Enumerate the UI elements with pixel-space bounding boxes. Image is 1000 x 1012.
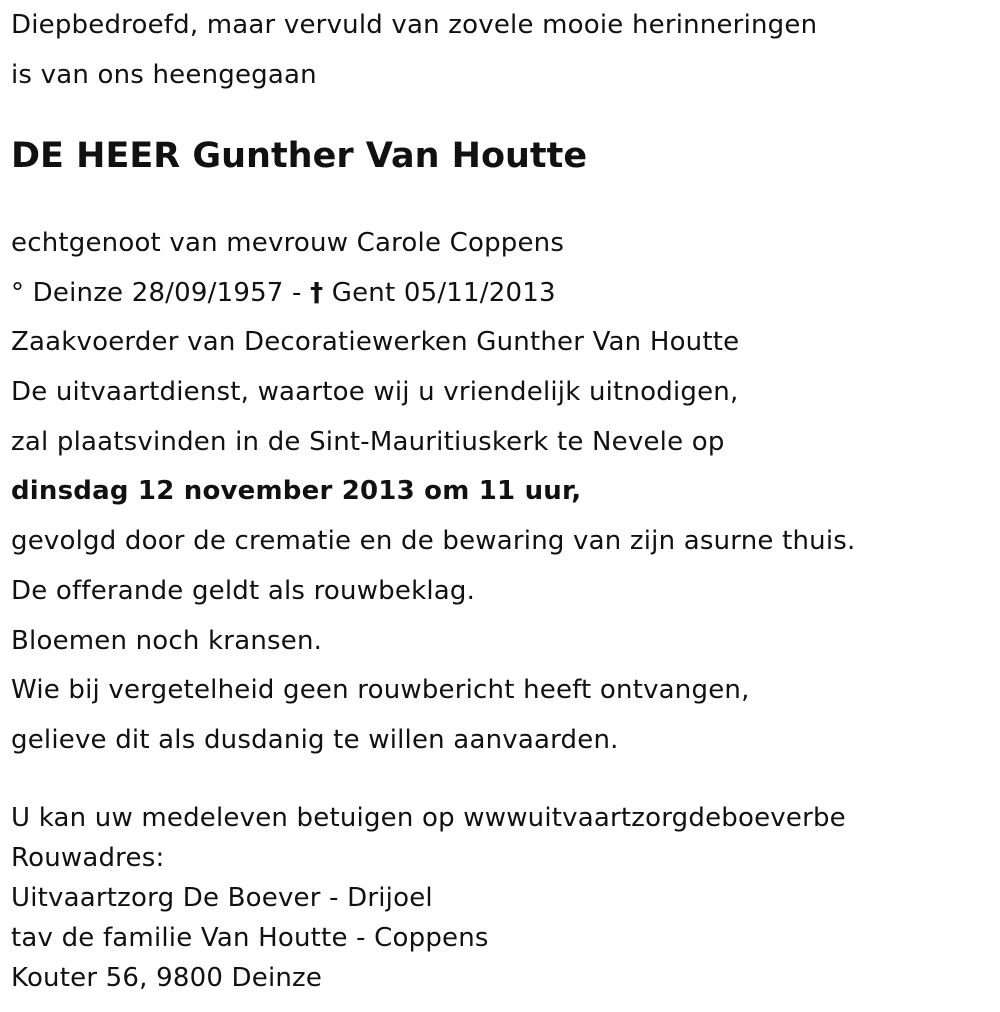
address-line-1: Uitvaartzorg De Boever - Drijoel (11, 883, 433, 913)
death-text: Gent 05/11/2013 (331, 277, 556, 308)
occupation-line: Zaakvoerder van Decoratiewerken Gunther Van Houtte (11, 327, 740, 358)
obituary-body (11, 228, 855, 775)
address-label: Rouwadres: (11, 843, 165, 873)
birth-death-line (11, 278, 855, 328)
deceased-name: DE HEER Gunther Van Houtte (11, 136, 588, 176)
cross-icon: † (310, 277, 324, 308)
address-line-2: tav de familie Van Houtte - Coppens (11, 923, 489, 953)
intro-line-1: Diepbedroefd, maar vervuld van zovele mooie herinneringen (11, 10, 818, 40)
address-line-3: Kouter 56, 9800 Deinze (11, 963, 323, 993)
condolence-line: U kan uw medeleven betuigen op wwwuitvaartzorgdeboeverbe (11, 803, 846, 833)
obituary-footer (11, 803, 846, 1003)
offering-line: De offerande geldt als rouwbeklag. (11, 575, 476, 606)
service-line-3: gevolgd door de crematie en de bewaring van zijn asurne thuis. (11, 526, 856, 557)
birth-symbol: ° (11, 277, 25, 308)
service-line-1: De uitvaartdienst, waartoe wij u vriendelijk uitnodigen, (11, 377, 739, 408)
intro-line-2: is van ons heengegaan (11, 60, 317, 90)
service-line-2: zal plaatsvinden in de Sint-Mauritiuskerk te Nevele op (11, 426, 725, 457)
service-date: dinsdag 12 november 2013 om 11 uur, (11, 476, 582, 507)
spouse-line: echtgenoot van mevrouw Carole Coppens (11, 228, 565, 258)
notice-line-1: Wie bij vergetelheid geen rouwbericht heeft ontvangen, (11, 675, 750, 706)
notice-line-2: gelieve dit als dusdanig te willen aanvaarden. (11, 724, 619, 755)
flowers-line: Bloemen noch kransen. (11, 625, 323, 656)
birth-text: Deinze 28/09/1957 - (32, 277, 302, 308)
